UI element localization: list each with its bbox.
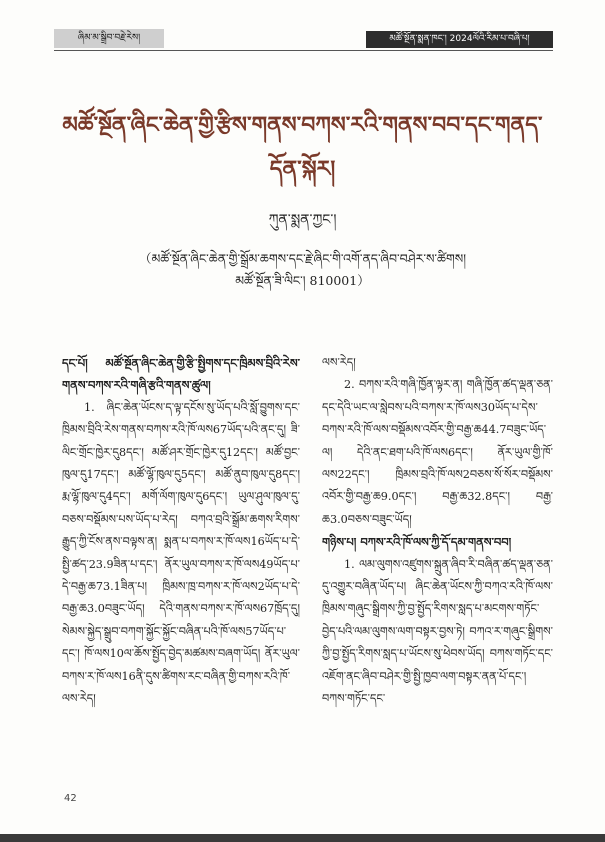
affiliation-line-1: （མཚོ་སྔོན་ཞིང་ཆེན་གྱི་སྒྲོམ་ཆགས་དང་རྗེ་ཞིང་གི་འགོ་ནད་ཞིབ་བཤེར་ས་ཚིགས།	[139, 251, 466, 266]
author-name: ཀུན་སྨན་ཀྱང་།	[268, 212, 337, 228]
body-paragraph: 1. ཞིང་ཆེན་ཡོངས་ད་ལྟ་དངོས་སུ་ཡོད་པའི་སློ་བྱུགས་དང་ཁྲིམས་བྲིའི་རེས་གནས་བཀས་རའི་ཁོ་ལས67ཡོད་པའི་ནང་དུ། ཟི་ལིང་གྲོང་ཁྱེར་དུ8དང་། མཚོ་ཤར་གྲོང་ཁྱེར་དུ12དང་། མཚོ་བྱང་ཁུལ་དུ17དང་། མཚོ་ལྷོ་ཁུལ་དུ5དང་། མཚོ་ནུབ་ཁུལ་དུ8དང་། རྨ་ལྷོ་ཁུལ་དུ4དང་། མགོ་ལོག་ཁུལ་དུ6དང་། ཡུལ་ཤུལ་ཁུལ་དུ་བཅས་བསྡོམས་པས་ཡོད་པ་རེད། བཀའ་བྲའི་སྒྲོམ་ཆགས་རིགས་རྒྱུད་ཀྱི་ངོས་ནས་བལྟས་ན། སྨན་པ་བཀས་ར་ཁོ་ལས16ཡོད་པ་དེ་སྤྱི་ཚད་23.9ཟིན་པ་དང་། ནོར་ཡུལ་བཀས་ར་ཁོ་ལས49ཡོད་པ་དེ་བརྒྱ་ཆ73.1ཟིན་པ། ཁྲིམས་ཁྲ་བཀས་ར་ཁོ་ལས2ཡོད་པ་དེ་བརྒྱ་ཆ3.0བཟུང་ཡོད། དེའི་གནས་བཀས་ར་ཁོ་ལས67ཁྲོད་དུ། སེམས་སྐྱེད་སྒྲུབ་བཀག་སྐྱོང་སྐྱོང་བཞིན་པའི་ཁོ་ལས57ཡོད་པ་དང་། ཁོ་ལས10ལ་ཆོས་སྤྱོད་བྱེད་མཚམས་བཞག་ཡོད། ནོར་ཡུལ་བཀས་ར་ཁོ་ལས16ནི་དུས་ཚིགས་རང་བཞིན་གྱི་བཀས་རའི་ཁོ་ལས་རེད།	[62, 400, 300, 706]
running-header-journal: མཚོ་སྔོན་སྨན་ཁང་། 2024ལོའི་རིམ་པ་བཞི་པ།	[366, 31, 553, 48]
left-column	[62, 352, 300, 782]
author-affiliation	[70, 248, 535, 292]
section-heading-2: གཉིས་པ། བཀས་རའི་ཁོ་ལས་ཀྱི་དོ་དམ་གནས་བབ།	[322, 535, 512, 550]
section-heading-1: དང་པོ། མཚོ་སྔོན་ཞིང་ཆེན་གྱི་རྩི་སྤྱིགས་དང་ཁྲིམས་བྲིའི་རེས་གནས་བཀས་རའི་གཞི་རྩའི་གནས་ཚུལ།	[62, 356, 300, 393]
running-header-section: ཞིམ་མ་སྒྲིབ་བརྗེ་རེས།	[54, 29, 164, 48]
body-paragraph: 2. བཀས་རའི་གཞི་ཁྱོན་ལྟར་ན། གཞི་ཁྱོན་ཚད་ལྡན་ཅན་དང་དེའི་ཡང་ལ་སླེབས་པའི་བཀས་ར་ཁོ་ལས30ཡོད་པ་དེས་བཀས་རའི་ཁོ་ལས་བསྡོམས་འབོར་གྱི་བརྒྱ་ཆ44.7བཟུང་ཡོད་ལ། དེའི་ནང་ཐག་པའི་ཁོ་ལས6དང་། ནོར་ཡུལ་གྱི་ཁོ་ལས22དང་། ཁྲིམས་བྲའི་ཁོ་ལས2བཅས་སོ་སོར་བསྡོམས་འབོར་གྱི་བརྒྱ་ཆ9.0དང་། བརྒྱ་ཆ32.8དང་། བརྒྱ་ཆ3.0བཅས་བཟུང་ཡོད།	[322, 378, 553, 526]
body-paragraph-tail: ལས་རེད།	[322, 356, 356, 369]
right-column	[322, 352, 553, 782]
article-title: མཚོ་སྔོན་ཞིང་ཆེན་གྱི་རྩིས་གནས་བཀས་རའི་གནས་བབ་དང་གནད་དོན་སྐོར།	[62, 113, 543, 182]
page-number: 42	[64, 793, 77, 804]
footer-bar	[0, 834, 605, 842]
affiliation-line-2: མཚོ་སྔོན་ཟི་ལིང་། 810001）	[235, 273, 370, 288]
body-paragraph: 1. ལམ་ལུགས་འཛུགས་སྐྲུན་ཞིབ་རི་བཞིན་ཚད་ལྡན་ཅན་དུ་འགྱུར་བཞིན་ཡོད་པ། ཞིང་ཆེན་ཡོངས་ཀྱི་བཀའ་རའི་ཁོ་ལས་ཁྲིམས་གཞུང་སྒྲིགས་ཀྱི་བྱ་སྤྱོད་རིགས་སླད་པ་མངགས་གཏོང་བྱེད་པའི་ལམ་ལུགས་ལག་བསྟར་བྱས་ཏེ། བཀའ་ར་གཞུང་སྒྲིགས་ཀྱི་བྱ་སྤྱོད་རིགས་སླད་པ་ཡོངས་སུ་ཕེབས་ཡོད། བཀས་གཏོང་དང་འཇོག་ནང་ཞིབ་བཤེར་གྱི་སྤྱི་ཁྱབ་ལག་བསྟར་ནན་པོ་དང་། བཀས་གཏོང་དང་	[322, 557, 553, 706]
header-rule	[54, 50, 553, 51]
